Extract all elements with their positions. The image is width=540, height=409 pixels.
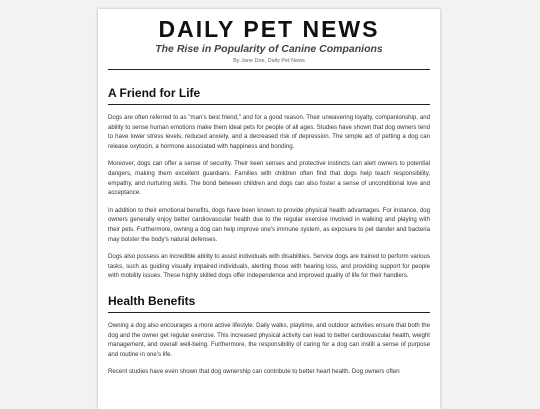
masthead — [108, 9, 430, 70]
paragraph: Dogs also possess an incredible ability to assist individuals with disabilities. Service dogs are trained to perform various tasks, such as guiding visually impaired individuals, alerting those with hearing loss, and providing support for people with mobility issues. These highly skilled dogs offer independence and improved quality of life for their handlers. — [108, 253, 430, 280]
section-heading: A Friend for Life — [108, 86, 201, 100]
newspaper-title: DAILY PET NEWS — [158, 16, 380, 42]
paragraph: Recent studies have even shown that dog ownership can contribute to better heart health. Dog owners often — [108, 368, 400, 376]
article-subtitle: The Rise in Popularity of Canine Companions — [155, 43, 383, 55]
section-heading: Health Benefits — [108, 293, 196, 308]
section-friend-for-life — [108, 86, 430, 281]
section-health-benefits — [108, 294, 430, 377]
article-page — [98, 9, 440, 409]
paragraph: In addition to their emotional benefits, dogs have been known to provide physical health advantages. For instance, dog owners generally enjoy better cardiovascular health due to the regular exercise involved in walking and playing with their pets. Furthermore, owning a dog can help improve one's immune system, as exposure to pet dander and bacteria may bolster the body's natural defenses. — [108, 206, 430, 243]
section-divider — [108, 312, 430, 313]
section-divider — [108, 104, 430, 105]
paragraph: Dogs are often referred to as "man's best friend," and for a good reason. Their unwavering loyalty, companionship, and ability to sense human emotions make them ideal pets for people of all ages. Studies have shown that dog owners tend to have lower stress levels, reduced anxiety, and a decreased risk of depression. The simple act of petting a dog can release oxytocin, a hormone associated with happiness and bonding. — [108, 114, 430, 150]
byline: By Jane Doe, Daily Pet News — [233, 58, 305, 64]
masthead-divider — [108, 69, 430, 70]
paragraph: Moreover, dogs can offer a sense of security. Their keen senses and protective instincts can alert owners to potential dangers, making them excellent guardians. Families with children often find that dogs help teach responsibility, empathy, and nurturing skills. The bond between children and dogs can also foster a sense of unconditional love and acceptance. — [108, 160, 430, 197]
paragraph: Owning a dog also encourages a more active lifestyle. Daily walks, playtime, and outdoor activities ensure that both the dog and the owner get regular exercise. This increased physical activity can lead to better cardiovascular health, weight management, and overall well-being. Furthermore, the responsibility of caring for a dog can instill a sense of purpose and routine in one's life. — [108, 321, 430, 358]
